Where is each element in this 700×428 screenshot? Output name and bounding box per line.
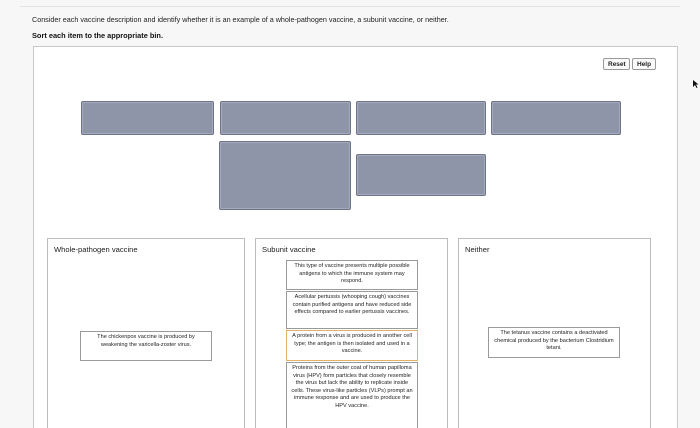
bin-neither[interactable]: [458, 238, 651, 428]
sorted-item-card[interactable]: Proteins from the outer coat of human papilloma virus (HPV) form particles that closely resemble the virus but lack the ability to replicate inside cells. These virus-like particles (VLPs) prompt an immune response and are used to produce the HPV vaccine.: [286, 362, 418, 428]
sorted-item-card[interactable]: Acellular pertussis (whooping cough) vaccines contain purified antigens and have reduced side effects compared to earlier pertussis vaccines.: [286, 291, 418, 329]
top-divider: [20, 6, 680, 7]
bin-title: Neither: [465, 245, 490, 254]
mouse-pointer-icon: [693, 80, 699, 88]
unsorted-item-slot[interactable]: [356, 154, 486, 196]
unsorted-item-slot[interactable]: [491, 101, 621, 135]
unsorted-item-slot[interactable]: [220, 101, 351, 135]
bin-title: Whole-pathogen vaccine: [54, 245, 138, 254]
unsorted-item-slot[interactable]: [356, 101, 486, 135]
bin-title: Subunit vaccine: [262, 245, 316, 254]
sorted-item-card[interactable]: The tetanus vaccine contains a deactivated chemical produced by the bacterium Clostridium tetani.: [488, 327, 620, 358]
sorted-item-card[interactable]: A protein from a virus is produced in another cell type; the antigen is then isolated and used in a vaccine.: [286, 330, 418, 361]
sorted-item-card[interactable]: This type of vaccine presents multiple possible antigens to which the immune system may respond.: [286, 260, 418, 290]
unsorted-item-slot[interactable]: [219, 141, 351, 210]
unsorted-item-slot[interactable]: [81, 101, 214, 135]
instructions-text: Consider each vaccine description and identify whether it is an example of a whole-pathogen vaccine, a subunit vaccine, or neither.: [32, 15, 449, 24]
sort-instruction: Sort each item to the appropriate bin.: [32, 31, 163, 40]
sorted-item-card[interactable]: The chickenpox vaccine is produced by weakening the varicella-zoster virus.: [80, 331, 212, 361]
help-button[interactable]: Help: [632, 58, 656, 70]
reset-button[interactable]: Reset: [603, 58, 630, 70]
bin-whole-pathogen[interactable]: [47, 238, 245, 428]
bin-subunit[interactable]: [255, 238, 448, 428]
